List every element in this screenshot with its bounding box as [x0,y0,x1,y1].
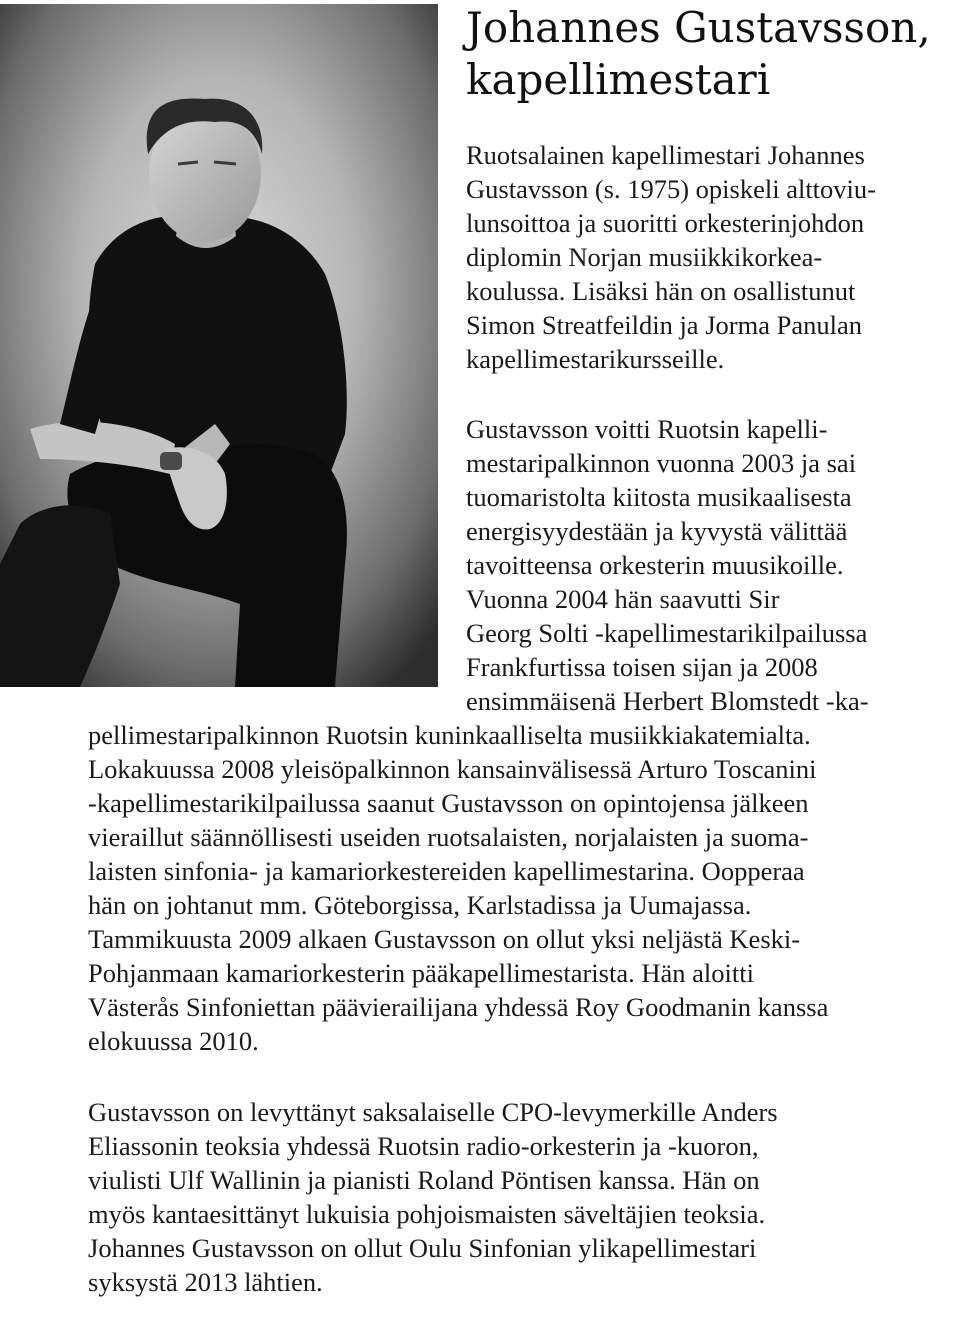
text-line: Tammikuusta 2009 alkaen Gustavsson on ollut yksi neljästä Keski- [88,924,801,954]
text-line: elokuussa 2010. [88,1026,259,1056]
text-line: mestaripalkinnon vuonna 2003 ja sai [466,448,857,478]
text-line: syksystä 2013 lähtien. [88,1267,323,1297]
text-line: myös kantaesittänyt lukuisia pohjoismaisten säveltäjien teoksia. [88,1199,766,1229]
title-line-2: kapellimestari [466,55,771,104]
text-line: tuomaristolta kiitosta musikaalisesta [466,482,852,512]
text-line: Pohjanmaan kamariorkesterin pääkapellimestarista. Hän aloitti [88,958,754,988]
text-line: pellimestaripalkinnon Ruotsin kuninkaalliselta musiikkiakatemialta. [88,720,811,750]
text-line: Gustavsson voitti Ruotsin kapelli- [466,414,828,444]
text-line: vieraillut säännöllisesti useiden ruotsalaisten, norjalaisten ja suoma- [88,822,809,852]
text-line: Frankfurtissa toisen sijan ja 2008 [466,652,818,682]
text-line: hän on johtanut mm. Göteborgissa, Karlstadissa ja Uumajassa. [88,890,752,920]
text-line: Vuonna 2004 hän saavutti Sir [466,584,780,614]
text-line: Ruotsalainen kapellimestari Johannes [466,140,865,170]
text-line: -kapellimestarikilpailussa saanut Gustavsson on opintojensa jälkeen [88,788,809,818]
portrait-photo [0,4,438,687]
text-line: Lokakuussa 2008 yleisöpalkinnon kansainvälisessä Arturo Toscanini [88,754,817,784]
text-line: kapellimestarikursseille. [466,344,725,374]
text-line: lunsoittoa ja suoritti orkesterinjohdon [466,208,865,238]
text-line: viulisti Ulf Wallinin ja pianisti Roland Pöntisen kanssa. Hän on [88,1165,760,1195]
text-line: Johannes Gustavsson on ollut Oulu Sinfonian ylikapellimestari [88,1233,757,1263]
text-line: Simon Streatfeildin ja Jorma Panulan [466,310,862,340]
text-line: koulussa. Lisäksi hän on osallistunut [466,276,856,306]
text-line: ensimmäisenä Herbert Blomstedt -ka- [466,686,869,716]
text-line: energisyydestään ja kyvystä välittää [466,516,848,546]
text-line: Gustavsson (s. 1975) opiskeli alttoviu- [466,174,876,204]
text-line: diplomin Norjan musiikkikorkea- [466,242,823,272]
portrait-illustration [0,4,438,687]
page-title [466,2,931,106]
title-line-1: Johannes Gustavsson, [466,3,931,52]
text-line: Gustavsson on levyttänyt saksalaiselle CPO-levymerkille Anders [88,1097,778,1127]
text-line: Västerås Sinfoniettan päävierailijana yhdessä Roy Goodmanin kanssa [88,992,829,1022]
text-line: laisten sinfonia- ja kamariorkestereiden kapellimestarina. Oopperaa [88,856,805,886]
text-line: Eliassonin teoksia yhdessä Ruotsin radio-orkesterin ja -kuoron, [88,1131,759,1161]
text-line: tavoitteensa orkesterin muusikoille. [466,550,844,580]
text-line: Georg Solti -kapellimestarikilpailussa [466,618,868,648]
